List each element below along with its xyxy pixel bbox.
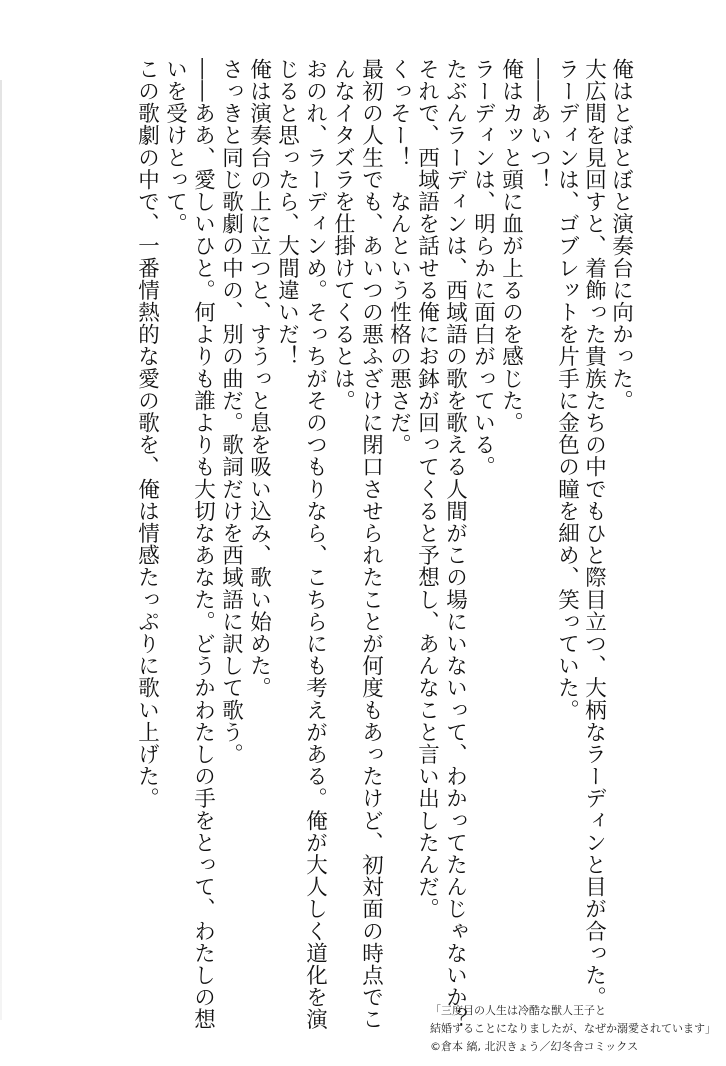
text-line: ――ああ、愛しいひと。何よりも誰よりも大切なあなた。どうかわたしの手をとって、わたしの想: [190, 58, 216, 1031]
text-line: この歌劇の中で、一番情熱的な愛の歌を、俺は情感たっぷりに歌い上げた。: [134, 58, 160, 810]
text-line: たぶんラーディンは、西域語の歌を歌える人間がこの場にいないって、わかってたんじゃないか？: [442, 58, 468, 1031]
text-line: ラーディンは、ゴブレットを片手に金色の瞳を細め、笑っていた。: [554, 58, 580, 721]
text-line: 最初の人生でも、あいつの悪ふざけに閉口させられたことが何度もあったけど、初対面の時点でこ: [358, 58, 384, 1031]
text-line: それで、西域語を話せる俺にお鉢が回ってくると予想し、あんなこと言い出したんだ。: [414, 58, 440, 920]
text-line: 俺はカッと頭に血が上るのを感じた。: [498, 58, 524, 434]
page-edge: [0, 80, 2, 1020]
text-line: くっそー！ なんという性格の悪さだ。: [386, 58, 412, 456]
credit-title-line: 結婚することになりましたが、なぜか溺愛されています」: [430, 1022, 716, 1035]
text-line: おのれ、ラーディンめ。そっちがそのつもりなら、こちらにも考えがある。俺が大人しく道化を演: [302, 58, 328, 1031]
text-line: 俺はとぼとぼと演奏台に向かった。: [608, 58, 634, 412]
credit-copyright-line: ©倉本 縞, 北沢きょう／幻冬舎コミックス: [430, 1040, 639, 1053]
text-line: いを受けとって。: [162, 58, 188, 235]
text-line: じると思ったら、大間違いだ！: [274, 58, 300, 368]
text-line: ――あいつ！: [526, 58, 552, 191]
text-line: 大広間を見回すと、着飾った貴族たちの中でもひと際目立つ、大柄なラーディンと目が合った。: [581, 58, 607, 1009]
text-line: ラーディンは、明らかに面白がっている。: [470, 58, 496, 478]
copyright-credit: [430, 1002, 716, 1056]
credit-title-line: 「三度目の人生は冷酷な獣人王子と: [430, 1004, 606, 1017]
text-line: んなイタズラを仕掛けてくるとは。: [330, 58, 356, 412]
text-line: 俺は演奏台の上に立つと、すうっと息を吸い込み、歌い始めた。: [246, 58, 272, 699]
text-line: さっきと同じ歌劇の中の、別の曲だ。歌詞だけを西域語に訳して歌う。: [218, 58, 244, 766]
